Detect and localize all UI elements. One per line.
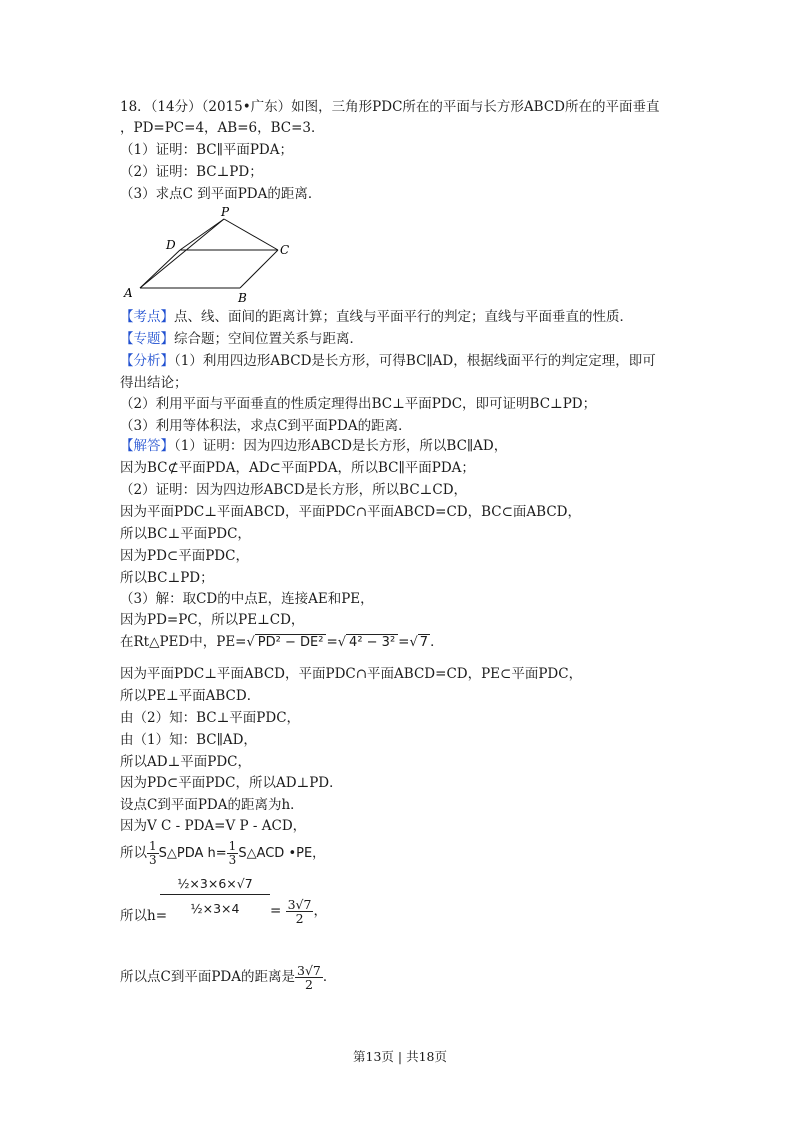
- h-fraction-numerator: ½×3×6×√7: [160, 876, 270, 895]
- jieda-line-6: 因为PD⊂平面PDC，: [120, 548, 249, 564]
- jieda-line-4: 因为平面PDC⊥平面ABCD，平面PDC∩平面ABCD=CD，BC⊂面ABCD，: [120, 504, 581, 520]
- kaodian-text: 点、线、面间的距离计算；直线与平面平行的判定；直线与平面垂直的性质．: [174, 309, 633, 325]
- jieda-line-5: 所以BC⊥平面PDC，: [120, 526, 251, 542]
- volume-eq-mid: S△PDA h=: [158, 846, 227, 861]
- jieda-line-17: 设点C到平面PDA的距离为h．: [120, 797, 304, 813]
- jieda-line-7: 所以BC⊥PD；: [120, 570, 214, 586]
- edge-PC: [224, 219, 278, 250]
- jieda-line-1: [120, 436, 507, 456]
- zhuanti-line: [120, 329, 363, 349]
- equals-2: =: [398, 634, 410, 650]
- h-equals: =: [270, 903, 282, 919]
- fenxi-line-4: （3）利用等体积法，求点C到平面PDA的距离．: [120, 418, 412, 434]
- label-C: C: [280, 243, 290, 257]
- geometry-figure: [118, 205, 298, 305]
- frac-num-1: 1: [149, 839, 157, 853]
- jieda-tag: 【解答】: [120, 438, 174, 454]
- final-answer-line: [120, 962, 336, 992]
- zhuanti-text: 综合题；空间位置关系与距离．: [174, 331, 363, 347]
- h-formula-prefix: 所以h=: [120, 908, 168, 924]
- equals-1: =: [326, 634, 338, 650]
- final-answer-den: 2: [304, 977, 313, 992]
- one-third-fraction-1: [147, 840, 159, 867]
- kaodian-tag: 【考点】: [120, 309, 174, 325]
- h-result: [270, 898, 327, 925]
- jieda-line-16: 因为PD⊂平面PDC，所以AD⊥PD．: [120, 775, 343, 791]
- final-answer-fraction: [295, 964, 323, 991]
- label-B: B: [238, 291, 247, 305]
- jieda-line-12: 所以PE⊥平面ABCD．: [120, 688, 261, 704]
- final-answer-prefix: 所以点C到平面PDA的距离是: [120, 969, 295, 985]
- fenxi-line-2: 得出结论；: [120, 375, 188, 391]
- radicand-3: 7: [419, 635, 429, 650]
- edge-PD: [180, 219, 224, 250]
- jieda-line-18: 因为V C - PDA=V P - ACD，: [120, 818, 307, 834]
- jieda-text-1: （1）证明：因为四边形ABCD是长方形，所以BC∥AD，: [174, 438, 508, 454]
- jieda-line-8: （3）解：取CD的中点E，连接AE和PE，: [120, 591, 374, 607]
- kaodian-line: [120, 307, 633, 327]
- h-fraction-denominator: ½×3×4: [190, 901, 240, 916]
- jieda-line-11: 因为平面PDC⊥平面ABCD，平面PDC∩平面ABCD=CD，PE⊂平面PDC，: [120, 666, 583, 682]
- question-2: （2）证明：BC⊥PD；: [120, 164, 263, 180]
- question-3: （3）求点C 到平面PDA的距离．: [120, 186, 322, 202]
- h-result-den: 2: [295, 911, 304, 926]
- frac-den-2: 3: [228, 853, 237, 867]
- edge-DA: [140, 250, 180, 288]
- problem-line-2: ，PD=PC=4，AB=6，BC=3．: [120, 120, 325, 136]
- volume-eq-prefix: 所以: [120, 845, 147, 861]
- final-answer-num: 3√7: [297, 963, 321, 978]
- final-answer-end: ．: [322, 969, 337, 985]
- question-1: （1）证明：BC∥平面PDA；: [120, 142, 293, 158]
- fenxi-line-3: （2）利用平面与平面垂直的性质定理得出BC⊥平面PDC，即可证明BC⊥PD；: [120, 396, 597, 412]
- label-P: P: [221, 205, 230, 219]
- jieda-line-2: 因为BC⊄平面PDA，AD⊂平面PDA，所以BC∥平面PDA；: [120, 460, 475, 476]
- radicand-2: 4² − 3²: [346, 634, 398, 650]
- h-result-fraction: [286, 898, 314, 925]
- fenxi-tag: 【分析】: [120, 353, 174, 369]
- period: ．: [430, 634, 444, 650]
- jieda-line-14: 由（1）知：BC∥AD，: [120, 732, 257, 748]
- jieda-line-9: 因为PD=PC，所以PE⊥CD，: [120, 612, 305, 628]
- fenxi-text-1: （1）利用四边形ABCD是长方形，可得BC∥AD，根据线面平行的判定定理，即可: [174, 353, 656, 369]
- zhuanti-tag: 【专题】: [120, 331, 174, 347]
- h-result-num: 3√7: [287, 897, 312, 912]
- label-D: D: [166, 238, 176, 252]
- radicand-1: PD² − DE²: [255, 634, 327, 650]
- pe-formula-prefix: 在Rt△PED中，PE=: [120, 634, 247, 650]
- jieda-line-3: （2）证明：因为四边形ABCD是长方形，所以BC⊥CD，: [120, 482, 468, 498]
- h-big-fraction: [160, 876, 270, 916]
- problem-line-1: 18．（14分）（2015•广东）如图，三角形PDC所在的平面与长方形ABCD所在的平面垂直: [120, 99, 660, 115]
- one-third-fraction-2: [227, 840, 239, 867]
- h-result-end: ，: [313, 903, 327, 919]
- sqrt-radicand-3: √ 7: [409, 635, 429, 650]
- jieda-line-13: 由（2）知：BC⊥平面PDC，: [120, 710, 301, 726]
- sqrt-radicand-2: √ 4² − 3²: [338, 634, 398, 650]
- sqrt-radicand-1: √ PD² − DE²: [246, 634, 326, 650]
- jieda-line-15: 所以AD⊥平面PDC，: [120, 754, 252, 770]
- edge-PA: [140, 219, 224, 288]
- volume-equation-line: [120, 838, 325, 869]
- frac-num-2: 1: [228, 839, 237, 853]
- frac-den-1: 3: [149, 853, 157, 867]
- edge-BC: [240, 250, 278, 288]
- fenxi-line-1: [120, 351, 656, 371]
- pe-formula-line: [120, 630, 444, 655]
- page-footer: 第13页 | 共18页: [353, 1049, 447, 1064]
- volume-eq-tail: S△ACD •PE，: [238, 846, 326, 861]
- label-A: A: [124, 286, 133, 300]
